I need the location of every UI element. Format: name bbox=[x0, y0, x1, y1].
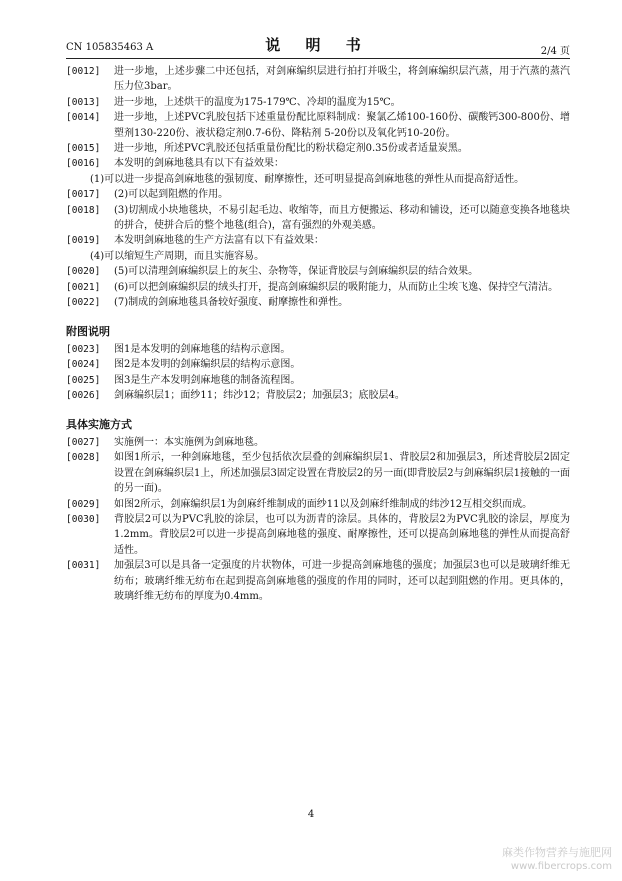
paragraph-number: [0020] bbox=[66, 266, 101, 278]
paragraph bbox=[66, 435, 570, 450]
document-body bbox=[66, 64, 570, 604]
paragraph-text: 图1是本发明的剑麻地毯的结构示意图。 bbox=[114, 343, 291, 355]
paragraph bbox=[66, 342, 570, 357]
paragraph-text: 实施例一：本实施例为剑麻地毯。 bbox=[114, 436, 264, 448]
paragraph-number: [0028] bbox=[66, 452, 101, 464]
paragraph bbox=[66, 233, 570, 248]
paragraph-text: (1)可以进一步提高剑麻地毯的强韧度、耐摩擦性，还可明显提高剑麻地毯的弹性从而提高舒适性。 bbox=[90, 173, 525, 185]
paragraph-text: 进一步地，所述PVC乳胶还包括重量份配比的粉状稳定剂0.35份或者适量炭黑。 bbox=[114, 143, 468, 155]
paragraph bbox=[66, 141, 570, 156]
paragraph-number: [0013] bbox=[66, 96, 101, 108]
header-rule bbox=[66, 58, 570, 59]
paragraph-number: [0016] bbox=[66, 158, 101, 170]
paragraph-number: [0024] bbox=[66, 359, 101, 371]
paragraph-number: [0017] bbox=[66, 189, 101, 201]
paragraph-text: (2)可以起到阻燃的作用。 bbox=[114, 189, 229, 201]
paragraph-text: 进一步地，上述PVC乳胶包括下述重量份配比原料制成：聚氯乙烯100-160份、碳酸钙300-800份、增塑剂130-220份、液状稳定剂0.7-6份、降粘剂 5-20份以及氧化钙10-20份。 bbox=[114, 112, 570, 139]
paragraph-number: [0031] bbox=[66, 560, 101, 572]
paragraph-text: 本发明剑麻地毯的生产方法富有以下有益效果： bbox=[114, 235, 324, 247]
section-heading-figures: 附图说明 bbox=[66, 324, 110, 338]
paragraph-number: [0025] bbox=[66, 374, 101, 386]
paragraph-text: 本发明的剑麻地毯具有以下有益效果： bbox=[114, 158, 284, 170]
paragraph bbox=[66, 450, 570, 496]
paragraph bbox=[66, 512, 570, 558]
paragraph bbox=[66, 388, 570, 403]
watermark-site-name: 麻类作物营养与施肥网 bbox=[502, 846, 612, 859]
watermark bbox=[502, 846, 612, 873]
page-number: 4 bbox=[307, 809, 315, 820]
paragraph-number: [0029] bbox=[66, 498, 101, 510]
paragraph bbox=[66, 357, 570, 372]
paragraph bbox=[66, 558, 570, 604]
paragraph-text: 图2是本发明的剑麻编织层的结构示意图。 bbox=[114, 359, 301, 371]
paragraph bbox=[66, 203, 570, 234]
paragraph bbox=[66, 497, 570, 512]
paragraph-text: (4)可以缩短生产周期，而且实施容易。 bbox=[90, 250, 265, 262]
watermark-url: www.fibercrops.com bbox=[510, 861, 612, 872]
paragraph-number: [0012] bbox=[66, 66, 101, 77]
page-of: 2/4 页 bbox=[540, 46, 570, 57]
paragraph bbox=[66, 264, 570, 279]
paragraph-number: [0019] bbox=[66, 235, 101, 247]
paragraph bbox=[66, 373, 570, 388]
paragraph-number: [0018] bbox=[66, 204, 101, 216]
paragraph-text: (7)制成的剑麻地毯具备较好强度、耐摩擦性和弹性。 bbox=[114, 297, 349, 309]
paragraph-text: 进一步地，上述步骤二中还包括，对剑麻编织层进行拍打并吸尘，将剑麻编织层汽蒸，用于汽蒸的蒸汽压力位3bar。 bbox=[114, 66, 570, 93]
doc-number: CN 105835463 A bbox=[66, 42, 154, 53]
paragraph-text: 如图1所示，一种剑麻地毯，至少包括依次层叠的剑麻编织层1、背胶层2和加强层3，所述背胶层2固定设置在剑麻编织层1上，所述加强层3固定设置在背胶层2的另一面(即背胶层2与剑麻编织层1接触的一面的另一面)。 bbox=[114, 452, 570, 495]
sub-paragraph bbox=[66, 249, 570, 264]
section-heading-embodiment: 具体实施方式 bbox=[66, 417, 132, 431]
paragraph-text: 加强层3可以是具备一定强度的片状物体，可进一步提高剑麻地毯的强度；加强层3也可以是玻璃纤维无纺布；玻璃纤维无纺布在起到提高剑麻地毯的强度的作用的同时，还可以起到阻燃的作用。更具体的，玻璃纤维无纺布的厚度为0.4mm。 bbox=[114, 560, 570, 602]
paragraph-number: [0023] bbox=[66, 343, 101, 355]
paragraph-text: 进一步地，上述烘干的温度为175-179℃、冷却的温度为15℃。 bbox=[114, 96, 401, 108]
paragraph-text: 背胶层2可以为PVC乳胶的涂层，也可以为沥青的涂层。具体的，背胶层2为PVC乳胶的涂层，厚度为1.2mm。背胶层2可以进一步提高剑麻地毯的强度、耐摩擦性，还可以提高剑麻地毯的弹性从而提高舒适性。 bbox=[114, 513, 570, 556]
paragraph-number: [0030] bbox=[66, 513, 101, 525]
paragraph-number: [0015] bbox=[66, 143, 101, 155]
paragraph bbox=[66, 95, 570, 110]
paragraph-number: [0026] bbox=[66, 390, 101, 402]
paragraph-number: [0022] bbox=[66, 297, 101, 309]
paragraph bbox=[66, 187, 570, 202]
paragraph bbox=[66, 295, 570, 310]
paragraph bbox=[66, 156, 570, 171]
paragraph-text: 剑麻编织层1；面纱11；纬沙12；背胶层2；加强层3；底胶层4。 bbox=[114, 390, 405, 402]
paragraph bbox=[66, 110, 570, 141]
paragraph-text: (5)可以清理剑麻编织层上的灰尘、杂物等，保证背胶层与剑麻编织层的结合效果。 bbox=[114, 266, 479, 278]
paragraph-text: (6)可以把剑麻编织层的绒头打开，提高剑麻编织层的吸附能力，从而防止尘埃飞逸、保持空气清洁。 bbox=[114, 281, 559, 293]
doc-title: 说 明 书 bbox=[265, 36, 371, 54]
paragraph-number: [0021] bbox=[66, 281, 101, 293]
paragraph bbox=[66, 64, 570, 95]
page-header bbox=[66, 30, 570, 60]
paragraph-number: [0027] bbox=[66, 436, 101, 448]
paragraph-number: [0014] bbox=[66, 112, 101, 124]
paragraph-text: (3)切割成小块地毯块，不易引起毛边、收缩等，而且方便搬运、移动和铺设，还可以随意变换各地毯块的拼合，使拼合后的整个地毯(组合)，富有强烈的外观美感。 bbox=[114, 204, 570, 232]
paragraph-text: 如图2所示，剑麻编织层1为剑麻纤维制成的面纱11以及剑麻纤维制成的纬沙12互相交织而成。 bbox=[114, 498, 533, 510]
sub-paragraph bbox=[66, 172, 570, 187]
paragraph-text: 图3是生产本发明剑麻地毯的制备流程图。 bbox=[114, 374, 301, 386]
paragraph bbox=[66, 280, 570, 295]
